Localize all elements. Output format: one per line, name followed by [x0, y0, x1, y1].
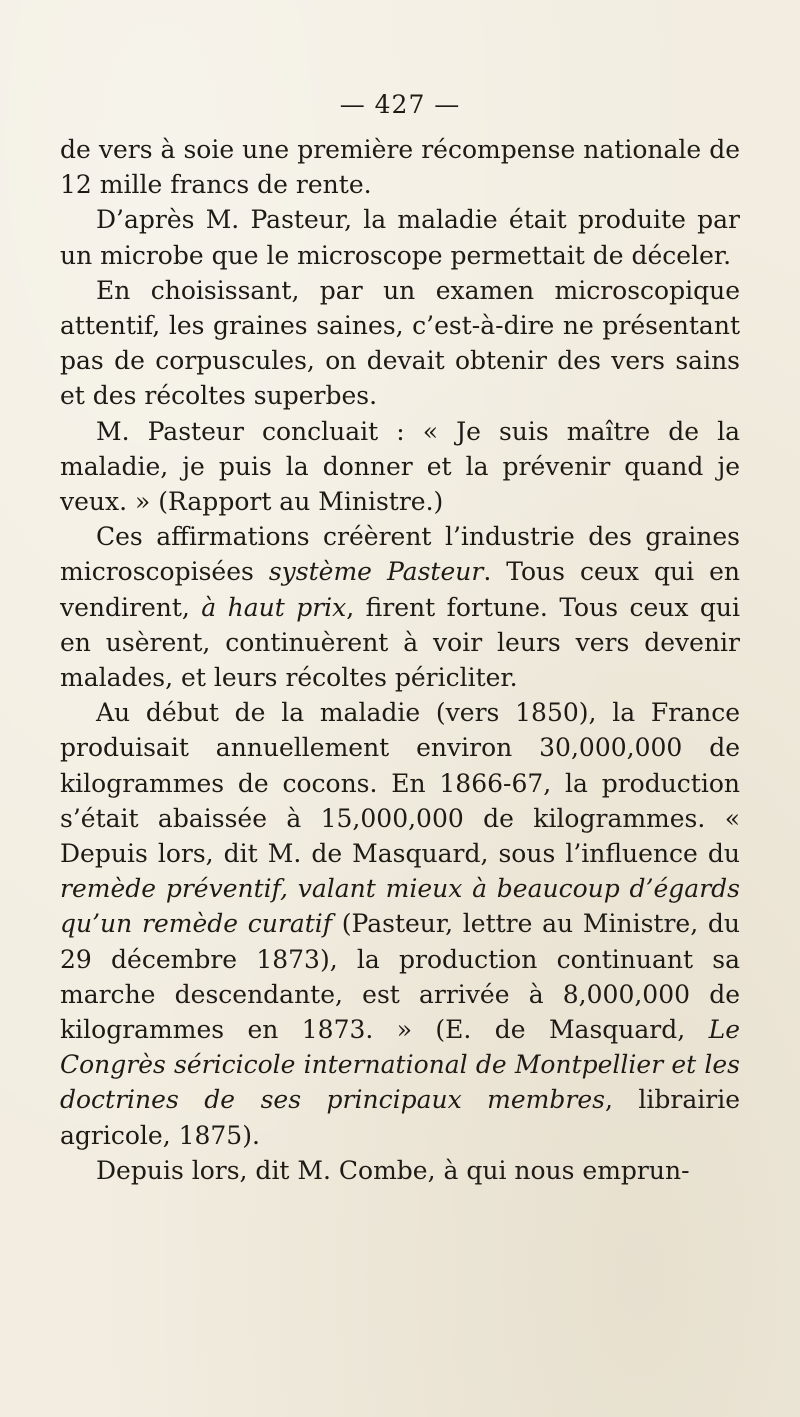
- page-number: — 427 —: [339, 90, 461, 119]
- italic-text: remède préventif, valant mieux à beaucoup d’égards qu’un remède curatif: [60, 874, 740, 939]
- paragraph: [60, 202, 740, 272]
- text-run: . Tous ceux qui en vendirent,: [60, 557, 740, 622]
- paragraph: [60, 1153, 740, 1188]
- italic-text: système Pasteur: [268, 557, 484, 587]
- paragraph: [60, 414, 740, 520]
- text-run: D’après M. Pasteur, la maladie était produite par un microbe que le microscope permettait de déceler.: [60, 205, 740, 270]
- text-run: Au début de la maladie (vers 1850), la France produisait annuellement environ 30,000,000 de kilogrammes de cocons. En 1866-67, la production s’était abaissée à 15,000,000 de kilogrammes. « Depuis lors, dit M. de Masquard, sous l’influence du: [60, 698, 740, 869]
- text-run: , firent fortune. Tous ceux qui en usèrent, continuèrent à voir leurs vers devenir malades, et leurs récoltes péricliter.: [60, 592, 740, 693]
- page-body-text: [60, 132, 740, 1188]
- text-run: En choisissant, par un examen microscopique attentif, les graines saines, c’est-à-dire ne présentant pas de corpuscules, on devait obtenir des vers sains et des récoltes superbes.: [60, 275, 740, 411]
- text-run: (Pasteur, lettre au Ministre, du 29 décembre 1873), la production continuant sa marche descendante, est arrivée à 8,000,000 de kilogrammes en 1873. » (E. de Masquard,: [60, 909, 740, 1045]
- paragraph: [60, 695, 740, 1153]
- text-run: , librairie agricole, 1875).: [60, 1085, 740, 1150]
- text-run: M. Pasteur concluait : « Je suis maître de la maladie, je puis la donner et la prévenir quand je veux. » (Rapport au Ministre.): [60, 416, 740, 517]
- text-run: Depuis lors, dit M. Combe, à qui nous emprun-: [96, 1155, 690, 1185]
- paragraph: [60, 519, 740, 695]
- text-run: de vers à soie une première récompense nationale de 12 mille francs de rente.: [60, 135, 740, 200]
- paragraph: [60, 273, 740, 414]
- italic-text: à haut prix: [201, 592, 347, 622]
- italic-text: Le Congrès séricicole international de Montpellier et les doctrines de ses principaux membres: [60, 1015, 740, 1115]
- paragraph: [60, 132, 740, 202]
- text-run: Ces affirmations créèrent l’industrie des graines microscopisées: [60, 522, 740, 587]
